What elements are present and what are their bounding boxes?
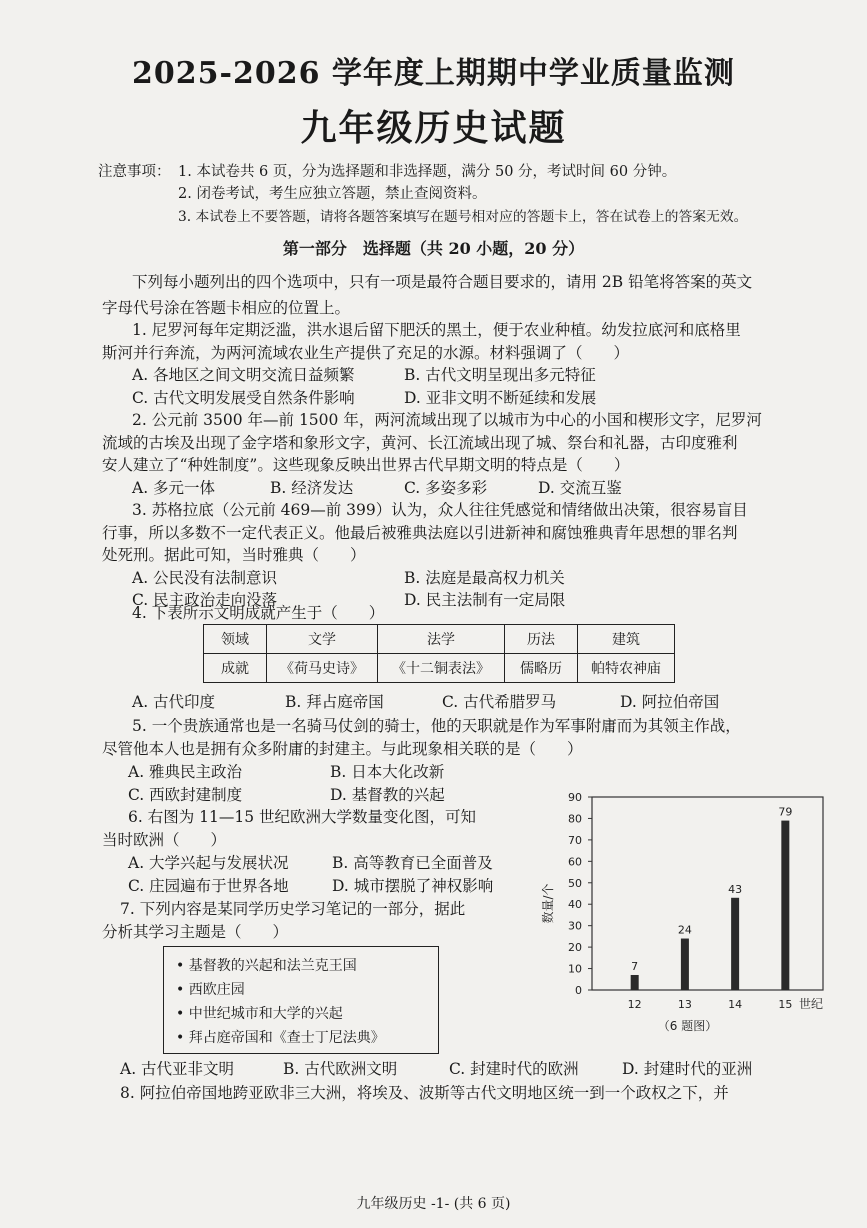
question-4-option-c: C. 古代希腊罗马 <box>442 693 557 711</box>
y-tick-label: 70 <box>568 833 582 847</box>
question-7-line-1: 7. 下列内容是某同学历史学习笔记的一部分，据此 <box>120 900 466 918</box>
question-1-option-b: B. 古代文明呈现出多元特征 <box>404 366 596 384</box>
question-5-option-b: B. 日本大化改新 <box>330 763 445 781</box>
table-cell: 建筑 <box>578 625 675 654</box>
study-notes-box <box>163 946 439 1054</box>
exam-title-line2: 九年级历史试题 <box>300 107 567 149</box>
y-tick-label: 10 <box>568 962 582 976</box>
study-note-item: • 基督教的兴起和法兰克王国 <box>176 958 357 974</box>
chart-bar-12 <box>631 975 639 990</box>
instruction-line-2: 字母代号涂在答题卡相应的位置上。 <box>102 299 351 317</box>
question-3-line-3: 处死刑。据此可知，当时雅典（ ） <box>102 546 366 564</box>
question-2-option-d: D. 交流互鉴 <box>538 479 622 497</box>
y-tick-label: 40 <box>568 898 582 912</box>
chart-bar-14 <box>731 898 739 990</box>
question-1-line-1: 1. 尼罗河每年定期泛滥，洪水退后留下肥沃的黑土，便于农业种植。幼发拉底河和底格里 <box>132 321 741 339</box>
instruction-line-1: 下列每小题列出的四个选项中，只有一项是最符合题目要求的，请用 2B 铅笔将答案的英文 <box>132 273 753 291</box>
notice-item-3: 3. 本试卷上不要答题，请将各题答案填写在题号相对应的答题卡上，答在试卷上的答案无效。 <box>178 209 748 225</box>
question-6-option-d: D. 城市摆脱了神权影响 <box>332 877 494 895</box>
y-tick-label: 50 <box>568 876 582 890</box>
question-3-option-d: D. 民主法制有一定局限 <box>404 591 566 609</box>
notice-item-2: 2. 闭卷考试，考生应独立答题，禁止查阅资料。 <box>178 186 487 202</box>
question-5-line-2: 尽管他本人也是拥有众多附庸的封建主。与此现象相关联的是（ ） <box>102 740 583 758</box>
question-6-option-a: A. 大学兴起与发展状况 <box>128 854 289 872</box>
question-4-line-1: 4. 下表所示文明成就产生于（ ） <box>132 604 385 622</box>
table-cell: 儒略历 <box>505 654 578 683</box>
question-6-line-1: 6. 右图为 11—15 世纪欧洲大学数量变化图，可知 <box>128 808 477 826</box>
question-5-option-a: A. 雅典民主政治 <box>128 763 243 781</box>
question-7-option-b: B. 古代欧洲文明 <box>283 1060 398 1078</box>
y-tick-label: 90 <box>568 791 582 804</box>
question-7-option-c: C. 封建时代的欧洲 <box>449 1060 579 1078</box>
exam-title-line1: 2025-2026 学年度上期期中学业质量监测 <box>132 56 735 91</box>
table-cell: 法学 <box>378 625 505 654</box>
question-7-option-d: D. 封建时代的亚洲 <box>622 1060 753 1078</box>
question-7-line-2: 分析其学习主题是（ ） <box>102 923 289 941</box>
y-axis-label: 数量/个 <box>541 883 555 924</box>
bar-value-label: 24 <box>677 923 692 937</box>
question-3-line-1: 3. 苏格拉底（公元前 469—前 399）认为，众人往往凭感觉和情绪做出决策，很容易盲目 <box>132 501 748 519</box>
question-7-option-a: A. 古代亚非文明 <box>120 1060 235 1078</box>
question-2-line-3: 安人建立了“种姓制度”。这些现象反映出世界古代早期文明的特点是（ ） <box>102 456 630 474</box>
x-tick-label: 15 <box>778 998 793 1011</box>
achievements-table <box>203 624 675 683</box>
table-cell: 文学 <box>267 625 378 654</box>
table-cell: 《十二铜表法》 <box>378 654 505 683</box>
question-1-line-2: 斯河并行奔流，为两河流域农业生产提供了充足的水源。材料强调了（ ） <box>102 344 630 362</box>
question-6-option-c: C. 庄园遍布于世界各地 <box>128 877 289 895</box>
y-tick-label: 60 <box>568 855 582 869</box>
chart-bar-15 <box>781 821 789 990</box>
question-6-option-b: B. 高等教育已全面普及 <box>332 854 493 872</box>
question-4-option-d: D. 阿拉伯帝国 <box>620 693 720 711</box>
bar-value-label: 7 <box>631 959 639 973</box>
chart-bar-13 <box>681 939 689 990</box>
question-3-option-a: A. 公民没有法制意识 <box>132 569 278 587</box>
question-2-line-2: 流域的古埃及出现了金字塔和象形文字，黄河、长江流域出现了城、祭台和礼器，古印度雅利 <box>102 434 738 452</box>
x-axis-label: 世纪 <box>798 997 824 1011</box>
question-5-option-d: D. 基督教的兴起 <box>330 786 445 804</box>
question-3-option-b: B. 法庭是最高权力机关 <box>404 569 565 587</box>
question-4-option-b: B. 拜占庭帝国 <box>285 693 384 711</box>
bar-value-label: 43 <box>728 882 743 896</box>
table-cell: 帕特农神庙 <box>578 654 675 683</box>
question-2-option-c: C. 多姿多彩 <box>404 479 488 497</box>
question-8-line-1: 8. 阿拉伯帝国地跨亚欧非三大洲，将埃及、波斯等古代文明地区统一到一个政权之下，并 <box>120 1084 729 1102</box>
question-5-line-1: 5. 一个贵族通常也是一名骑马仗剑的骑士，他的天职就是作为军事附庸而为其领主作战， <box>132 717 741 735</box>
study-note-item: • 西欧庄园 <box>176 982 245 998</box>
y-tick-label: 30 <box>568 919 582 933</box>
table-header-row <box>204 625 675 654</box>
notice-item-1: 1. 本试卷共 6 页，分为选择题和非选择题，满分 50 分，考试时间 60 分钟。 <box>178 164 677 180</box>
table-cell: 成就 <box>204 654 267 683</box>
study-note-item: • 中世纪城市和大学的兴起 <box>176 1006 343 1022</box>
question-1-option-a: A. 各地区之间文明交流日益频繁 <box>132 366 355 384</box>
x-tick-label: 13 <box>677 998 692 1011</box>
x-tick-label: 14 <box>728 998 743 1011</box>
question-5-option-c: C. 西欧封建制度 <box>128 786 243 804</box>
university-count-chart <box>540 785 830 1040</box>
table-cell: 《荷马史诗》 <box>267 654 378 683</box>
question-2-option-b: B. 经济发达 <box>270 479 354 497</box>
question-4-option-a: A. 古代印度 <box>132 693 216 711</box>
page-footer: 九年级历史 -1- (共 6 页) <box>356 1196 511 1212</box>
question-6-line-2: 当时欧洲（ ） <box>102 831 227 849</box>
x-tick-label: 12 <box>627 998 642 1011</box>
chart-caption: （6 题图） <box>657 1019 718 1033</box>
y-tick-label: 80 <box>568 812 582 826</box>
question-2-option-a: A. 多元一体 <box>132 479 216 497</box>
notice-label: 注意事项： <box>98 164 171 180</box>
y-tick-label: 20 <box>568 941 582 955</box>
study-note-item: • 拜占庭帝国和《查士丁尼法典》 <box>176 1030 385 1046</box>
table-row <box>204 654 675 683</box>
y-tick-label: 0 <box>575 984 582 997</box>
question-3-option-c: C. 民主政治走向没落 <box>132 591 278 609</box>
question-3-line-2: 行事，所以多数不一定代表正义。他最后被雅典法庭以引进新神和腐蚀雅典青年思想的罪名判 <box>102 524 738 542</box>
bar-value-label: 79 <box>778 805 793 819</box>
question-1-option-c: C. 古代文明发展受自然条件影响 <box>132 389 355 407</box>
table-cell: 历法 <box>505 625 578 654</box>
section-heading: 第一部分 选择题（共 20 小题，20 分） <box>282 239 585 258</box>
question-1-option-d: D. 亚非文明不断延续和发展 <box>404 389 597 407</box>
question-2-line-1: 2. 公元前 3500 年—前 1500 年，两河流域出现了以城市为中心的小国和楔形文字，尼罗河 <box>132 411 762 429</box>
table-cell: 领域 <box>204 625 267 654</box>
